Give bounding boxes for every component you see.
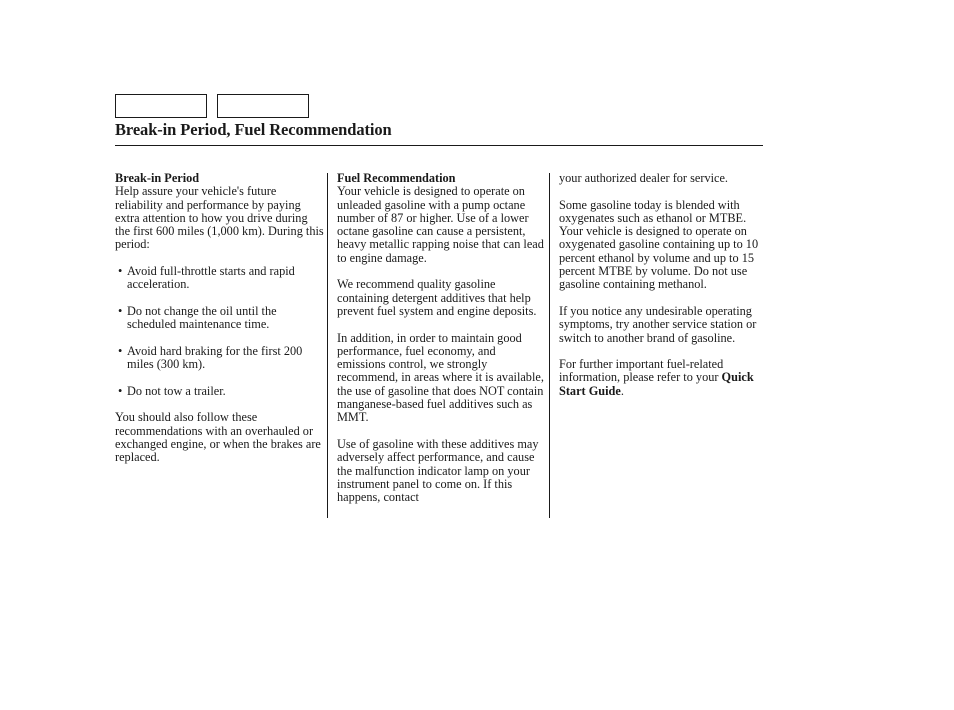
bullet-text: Avoid hard braking for the first 200 miles (300 km). (127, 343, 303, 372)
list-item (115, 385, 325, 398)
paragraph: In addition, in order to maintain good performance, fuel economy, and emissions control, we strongly recommend, in areas where it is available, the use of gasoline that does NOT contain manganese-based fuel additives such as MMT. (337, 330, 544, 425)
bullet-text: Avoid full-throttle starts and rapid acceleration. (127, 264, 295, 292)
nav-box-previous[interactable] (115, 94, 207, 118)
paragraph: Use of gasoline with these additives may adversely affect performance, and cause the malfunction indicator lamp on your instrument panel to come on. If this happens, contact (337, 436, 539, 505)
break-in-intro: Help assure your vehicle's future reliability and performance by paying extra attention to how you drive during the first 600 miles (1,000 km). During this period: (115, 184, 324, 252)
column-divider-2 (549, 173, 550, 518)
list-item (115, 265, 325, 292)
list-item (115, 305, 325, 332)
column-break-in-period (115, 172, 325, 465)
section-heading-fuel: Fuel Recommendation (337, 171, 456, 185)
bullet-icon: • (118, 343, 123, 358)
section-heading-break-in: Break-in Period (115, 171, 200, 185)
title-divider (115, 145, 763, 146)
nav-box-next[interactable] (217, 94, 309, 118)
column-fuel-recommendation (337, 172, 547, 504)
further-info-end: . (620, 383, 624, 398)
bullet-icon: • (118, 383, 123, 398)
column-fuel-continued (559, 172, 769, 398)
bullet-icon: • (118, 303, 123, 318)
column-divider-1 (327, 173, 328, 518)
bullet-icon: • (118, 264, 123, 279)
break-in-outro: You should also follow these recommendations with an overhauled or exchanged engine, or when the brakes are replaced. (115, 410, 321, 465)
bullet-text: Do not change the oil until the scheduled maintenance time. (127, 303, 277, 332)
list-item (115, 345, 325, 372)
paragraph: We recommend quality gasoline containing detergent additives that help prevent fuel system and engine deposits. (337, 277, 537, 318)
paragraph: Some gasoline today is blended with oxygenates such as ethanol or MTBE. Your vehicle is designed to operate on oxygenated gasoline containing up to 10 percent ethanol by volume and up to 15 percent MTBE by volume. Do not use gasoline containing methanol. (559, 197, 759, 292)
further-info-text: For further important fuel-related information, please refer to your (559, 357, 724, 385)
further-info-paragraph (559, 358, 769, 398)
page-title: Break-in Period, Fuel Recommendation (115, 120, 392, 139)
quick-start-guide-link[interactable]: Quick Start Guide (559, 370, 754, 398)
paragraph: Your vehicle is designed to operate on unleaded gasoline with a pump octane number of 87 or higher. Use of a lower octane gasoline can cause a persistent, heavy metallic rapping noise that can lead to engine damage. (337, 184, 544, 265)
bullet-text: Do not tow a trailer. (127, 383, 226, 398)
paragraph: If you notice any undesirable operating symptoms, try another service station or switch to another brand of gasoline. (559, 303, 757, 345)
paragraph: your authorized dealer for service. (559, 171, 728, 185)
